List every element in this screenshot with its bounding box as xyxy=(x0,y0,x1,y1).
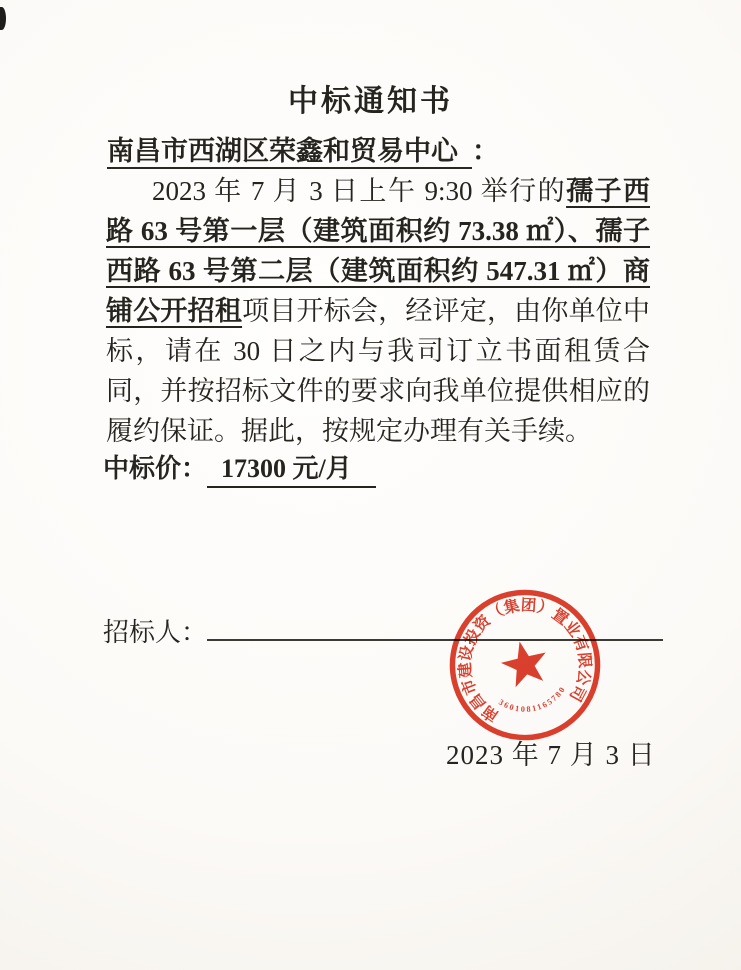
document-title: 中标通知书 xyxy=(288,85,453,118)
project-name: 孺子西路 63 号第一层（建筑面积约 73.38 ㎡）、孺子西路 63 号第二层（建筑面积约 547.31 ㎡）商铺公开招租 xyxy=(106,176,650,326)
tenderer-label: 招标人： xyxy=(103,618,208,647)
addressee-name: 南昌市西湖区荣鑫和贸易中心 xyxy=(107,136,472,169)
paragraph-rest: 项目开标会，经评定，由你单位中标，请在 30 日之内与我司订立书面租赁合同，并按招标文件的要求向我单位提供相应的履约保证。据此，按规定办理有关手续。 xyxy=(106,296,651,446)
seal-serial-text xyxy=(496,683,572,721)
price-label: 中标价： xyxy=(103,454,208,483)
price-value: 17300 元/月 xyxy=(207,454,376,488)
addressee-line xyxy=(107,129,499,168)
paragraph-intro: 2023 年 7 月 3 日上午 9:30 举行的 xyxy=(152,176,567,206)
seal-company-arc: 南昌市建设投资（集团）置业有限公司 xyxy=(456,597,594,725)
addressee-colon: ： xyxy=(472,136,499,166)
notice-paragraph xyxy=(106,171,650,451)
seal-serial-arc: 3601081165780 xyxy=(497,684,568,714)
scan-artifact xyxy=(0,7,6,30)
seal-star xyxy=(497,636,552,689)
company-seal xyxy=(431,571,618,758)
winning-price-line xyxy=(103,448,376,485)
document-date: 2023 年 7 月 3 日 xyxy=(446,740,656,770)
